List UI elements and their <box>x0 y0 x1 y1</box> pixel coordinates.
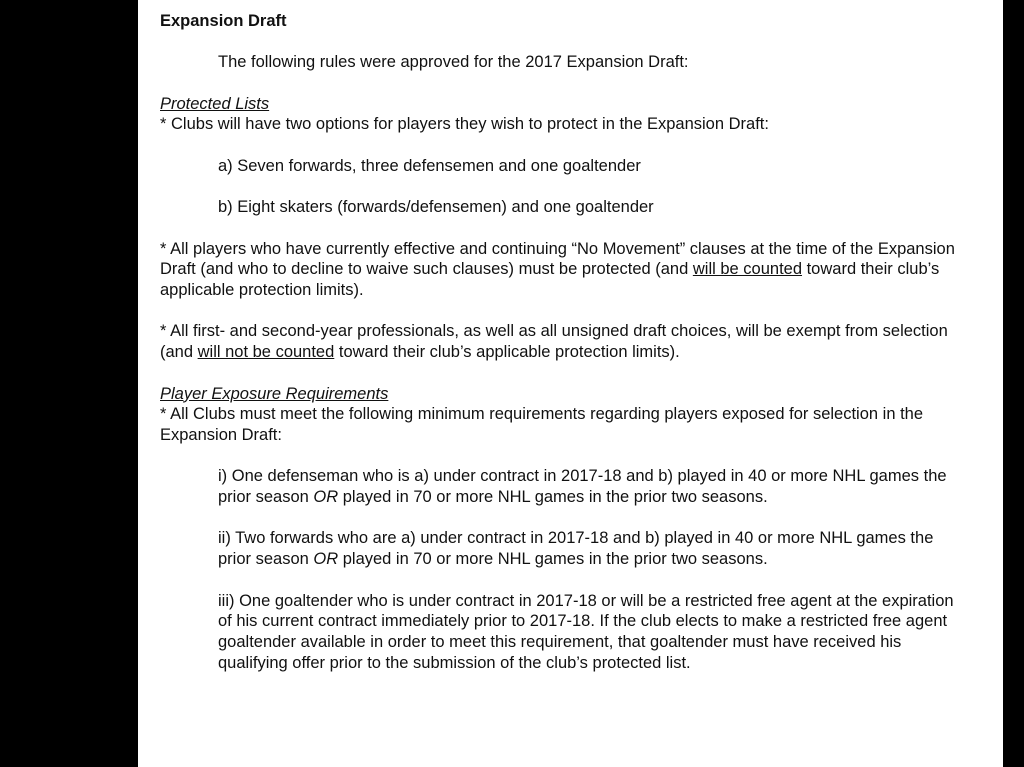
rule-2-text-start: * All players who have currently effective and continuing “No Movement” clauses at the time of the Expansion Draft (and who to decline to waive such clauses) must be protected (and <box>160 239 955 279</box>
section-title-player-exposure: Player Exposure Requirements <box>160 384 389 403</box>
document-page <box>138 0 1003 767</box>
document-title: Expansion Draft <box>160 12 287 30</box>
document-body <box>160 11 960 694</box>
exposure-requirement-3: iii) One goaltender who is under contract in 2017-18 or will be a restricted free agent at the expiration of his current contract immediately prior to 2017-18. If the club elects to make a restricted free agent goaltender available in order to meet this requirement, that goaltender must have received his qualifying offer prior to the submission of the club’s protected list. <box>218 591 954 672</box>
requirement-1-text-end: played in 70 or more NHL games in the prior two seasons. <box>338 488 768 507</box>
protection-option-b: b) Eight skaters (forwards/defensemen) and one goaltender <box>218 198 654 217</box>
rule-3-underlined-text: will not be counted <box>197 343 335 362</box>
section-title-protected-lists: Protected Lists <box>160 94 270 113</box>
requirement-2-text-start: ii) Two forwards who are a) under contract in 2017-18 and b) played in 40 or more NHL games the prior season <box>218 529 934 569</box>
requirement-1-text-start: i) One defenseman who is a) under contract in 2017-18 and b) played in 40 or more NHL games the prior season <box>218 467 947 507</box>
requirement-2-text-end: played in 70 or more NHL games in the prior two seasons. <box>338 550 768 569</box>
intro-paragraph: The following rules were approved for the 2017 Expansion Draft: <box>218 53 689 72</box>
requirement-1-or: OR <box>313 488 339 507</box>
protected-lists-rule-2 <box>160 239 960 301</box>
protected-lists-rule-1: * Clubs will have two options for players they wish to protect in the Expansion Draft: <box>160 115 769 134</box>
exposure-rule: * All Clubs must meet the following minimum requirements regarding players exposed for selection in the Expansion Draft: <box>160 405 924 444</box>
rule-3-text-start: * All first- and second-year professionals, as well as all unsigned draft choices, will be exempt from selection (and <box>160 322 948 362</box>
rule-2-underlined-text: will be counted <box>692 260 803 279</box>
exposure-requirement-2 <box>160 528 960 569</box>
protection-option-a: a) Seven forwards, three defensemen and one goaltender <box>218 156 641 175</box>
requirement-2-or: OR <box>313 550 339 569</box>
protected-lists-rule-3 <box>160 321 960 362</box>
exposure-requirement-1 <box>160 466 960 507</box>
rule-2-text-end: toward their club’s applicable protection limits). <box>160 260 940 300</box>
rule-3-text-end: toward their club’s applicable protection limits). <box>334 343 680 362</box>
